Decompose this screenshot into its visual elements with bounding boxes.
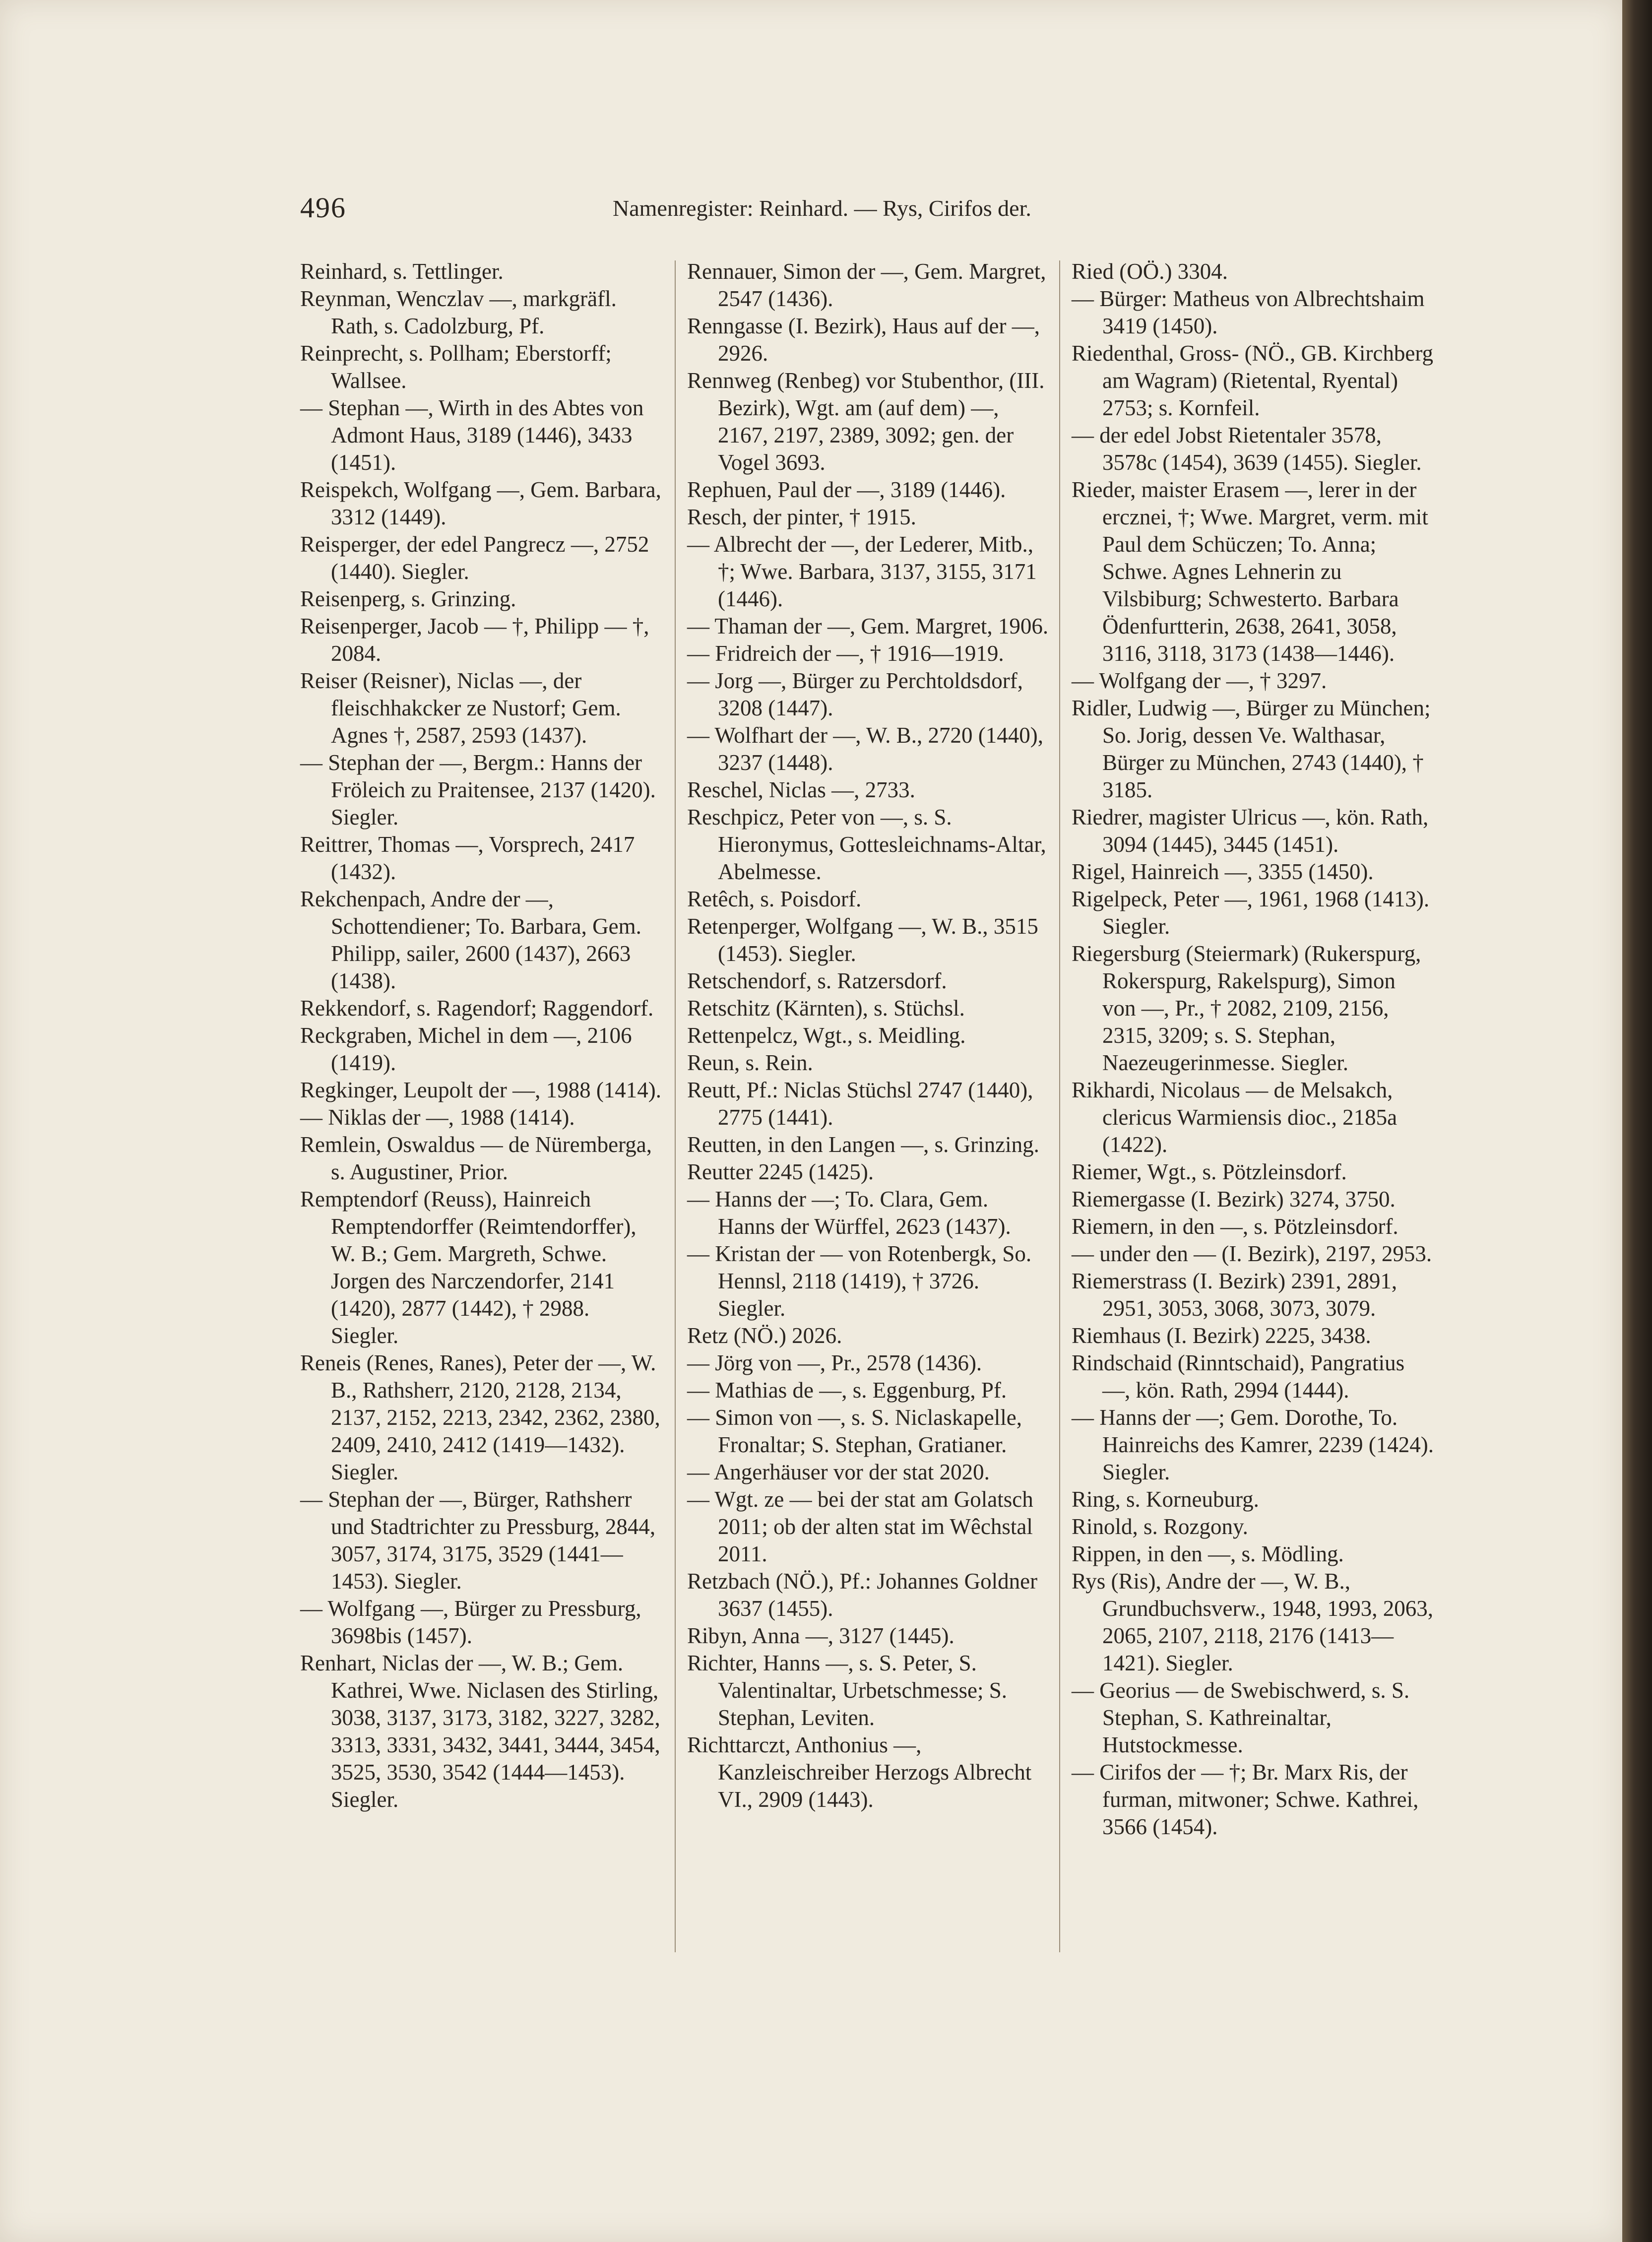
register-entry: Retenperger, Wolfgang —, W. B., 3515 (1453). Siegler.	[687, 914, 1038, 966]
register-entry: Renngasse (I. Bezirk), Haus auf der —, 2926.	[687, 314, 1040, 366]
register-entry: — Mathias de —, s. Eggenburg, Pf.	[687, 1378, 1007, 1403]
register-entry: Rekkendorf, s. Ragendorf; Raggendorf.	[300, 996, 654, 1021]
running-title: Namenregister: Reinhard. — Rys, Cirifos der.	[613, 195, 1031, 221]
register-entry: Ring, s. Korneuburg.	[1072, 1487, 1259, 1512]
register-entry: Reneis (Renes, Ranes), Peter der —, W. B., Rathsherr, 2120, 2128, 2134, 2137, 2152, 2213, 2342, 2362, 2380, 2409, 2410, 2412 (1419—1432). Siegler.	[300, 1350, 660, 1484]
register-entry: — under den — (I. Bezirk), 2197, 2953.	[1072, 1241, 1432, 1266]
register-entry: — Fridreich der —, † 1916—1919.	[687, 641, 1004, 666]
register-entry: Retêch, s. Poisdorf.	[687, 887, 862, 911]
register-entry: — Albrecht der —, der Lederer, Mitb., †; Wwe. Barbara, 3137, 3155, 3171 (1446).	[687, 532, 1037, 611]
register-entry: — Hanns der —; Gem. Dorothe, To. Hainreichs des Kamrer, 2239 (1424). Siegler.	[1072, 1405, 1434, 1484]
register-entry: — Cirifos der — †; Br. Marx Ris, der furman, mitwoner; Schwe. Kathrei, 3566 (1454).	[1072, 1760, 1419, 1839]
register-entry: — Wolfhart der —, W. B., 2720 (1440), 3237 (1448).	[687, 723, 1043, 775]
register-entry: Retz (NÖ.) 2026.	[687, 1323, 842, 1348]
register-entry: — Stephan der —, Bergm.: Hanns der Fröleich zu Praitensee, 2137 (1420). Siegler.	[300, 750, 656, 830]
register-entry: — Stephan der —, Bürger, Rathsherr und Stadtrichter zu Pressburg, 2844, 3057, 3174, 3175, 3529 (1441—1453). Siegler.	[300, 1487, 656, 1594]
register-entry: Reisenperger, Jacob — †, Philipp — †, 2084.	[300, 614, 649, 666]
register-entry: — Georius — de Swebischwerd, s. S. Stephan, S. Kathreinaltar, Hutstockmesse.	[1072, 1678, 1410, 1757]
register-entry: Rindschaid (Rinntschaid), Pangratius —, kön. Rath, 2994 (1444).	[1072, 1350, 1405, 1403]
register-entry: Rikhardi, Nicolaus — de Melsakch, clericus Warmiensis dioc., 2185a (1422).	[1072, 1078, 1398, 1157]
register-entry: Rennweg (Renbeg) vor Stubenthor, (III. Bezirk), Wgt. am (auf dem) —, 2167, 2197, 2389, 3092; gen. der Vogel 3693.	[687, 368, 1045, 475]
register-entry: Ridler, Ludwig —, Bürger zu München; So. Jorig, dessen Ve. Walthasar, Bürger zu München, 2743 (1440), † 3185.	[1072, 696, 1431, 802]
register-entry: Reinprecht, s. Pollham; Eberstorff; Wallsee.	[300, 341, 612, 393]
register-entry: Ribyn, Anna —, 3127 (1445).	[687, 1623, 954, 1648]
register-entry: Reisperger, der edel Pangrecz —, 2752 (1440). Siegler.	[300, 532, 649, 584]
register-column-1	[300, 258, 662, 1813]
register-entry: Reutt, Pf.: Niclas Stüchsl 2747 (1440), 2775 (1441).	[687, 1078, 1033, 1130]
register-entry: Regkinger, Leupolt der —, 1988 (1414).	[300, 1078, 662, 1102]
register-entry: Reynman, Wenczlav —, markgräfl. Rath, s. Cadolzburg, Pf.	[300, 286, 617, 338]
register-entry: Rinold, s. Rozgony.	[1072, 1514, 1248, 1539]
page-number: 496	[300, 192, 346, 224]
register-entry: Riemern, in den —, s. Pötzleinsdorf.	[1072, 1214, 1398, 1239]
register-entry: Riedenthal, Gross- (NÖ., GB. Kirchberg am Wagram) (Rietental, Ryental) 2753; s. Kornfeil.	[1072, 341, 1434, 420]
register-entry: Reckgraben, Michel in dem —, 2106 (1419).	[300, 1023, 632, 1075]
register-entry: — Thaman der —, Gem. Margret, 1906.	[687, 614, 1049, 639]
register-entry: — Jorg —, Bürger zu Perchtoldsdorf, 3208 (1447).	[687, 668, 1023, 720]
register-entry: Rippen, in den —, s. Mödling.	[1072, 1541, 1344, 1566]
register-entry: Remlein, Oswaldus — de Nürembergа, s. Augustiner, Prior.	[300, 1132, 652, 1184]
register-entry: Riemergasse (I. Bezirk) 3274, 3750.	[1072, 1187, 1396, 1212]
register-entry: Riegersburg (Steiermark) (Rukerspurg, Rokerspurg, Rakelspurg), Simon von —, Pr., † 2082, 2109, 2156, 2315, 3209; s. S. Stephan, Naezeugerinmesse. Siegler.	[1072, 941, 1421, 1075]
register-entry: — Kristan der — von Rotenbergk, So. Hennsl, 2118 (1419), † 3726. Siegler.	[687, 1241, 1032, 1321]
register-entry: Remptendorf (Reuss), Hainreich Remptendorffer (Reimtendorffer), W. B.; Gem. Margreth, Schwe. Jorgen des Narczendorfer, 2141 (1420), 2877 (1442), † 2988. Siegler.	[300, 1187, 636, 1348]
register-entry: — Niklas der —, 1988 (1414).	[300, 1105, 575, 1130]
register-entry: Reschel, Niclas —, 2733.	[687, 777, 915, 802]
register-entry: Richttarczt, Anthonius —, Kanzleischreiber Herzogs Albrecht VI., 2909 (1443).	[687, 1732, 1032, 1812]
register-column-3	[1072, 258, 1434, 1841]
register-entry: Rettenpelcz, Wgt., s. Meidling.	[687, 1023, 966, 1048]
register-entry: Reispekch, Wolfgang —, Gem. Barbara, 3312 (1449).	[300, 477, 661, 529]
register-entry: Retzbach (NÖ.), Pf.: Johannes Goldner 3637 (1455).	[687, 1569, 1038, 1621]
register-entry: Riemer, Wgt., s. Pötzleinsdorf.	[1072, 1159, 1347, 1184]
register-entry: Rigel, Hainreich —, 3355 (1450).	[1072, 859, 1374, 884]
register-entry: Reschpicz, Peter von —, s. S. Hieronymus, Gottesleichnams-Altar, Abelmesse.	[687, 805, 1046, 884]
register-entry: Riemhaus (I. Bezirk) 2225, 3438.	[1072, 1323, 1371, 1348]
register-entry: — Wolfgang —, Bürger zu Pressburg, 3698bis (1457).	[300, 1596, 641, 1648]
register-entry: Ried (OÖ.) 3304.	[1072, 259, 1228, 284]
register-entry: Rigelpeck, Peter —, 1961, 1968 (1413). Siegler.	[1072, 887, 1430, 939]
register-entry: Renhart, Niclas der —, W. B.; Gem. Kathrei, Wwe. Niclasen des Stirling, 3038, 3137, 3173, 3182, 3227, 3282, 3313, 3331, 3432, 3441, 3444, 3454, 3525, 3530, 3542 (1444—1453). Siegler.	[300, 1651, 660, 1812]
register-entry: Reinhard, s. Tettlinger.	[300, 259, 504, 284]
column-divider	[1059, 260, 1060, 1952]
register-entry: Rekchenpach, Andre der —, Schottendiener; To. Barbara, Gem. Philipp, sailer, 2600 (1437), 2663 (1438).	[300, 887, 641, 993]
register-entry: — Jörg von —, Pr., 2578 (1436).	[687, 1350, 982, 1375]
register-entry: Reisenperg, s. Grinzing.	[300, 586, 516, 611]
register-column-2	[687, 258, 1049, 1813]
register-entry: — der edel Jobst Rietentaler 3578, 3578c (1454), 3639 (1455). Siegler.	[1072, 423, 1422, 475]
register-entry: — Angerhäuser vor der stat 2020.	[687, 1460, 990, 1484]
register-entry: Riedrer, magister Ulricus —, kön. Rath, 3094 (1445), 3445 (1451).	[1072, 805, 1429, 857]
register-entry: Rieder, maister Erasem —, lerer in der ercznei, †; Wwe. Margret, verm. mit Paul dem Schüczen; To. Anna; Schwe. Agnes Lehnerin zu Vilsbiburg; Schwesterto. Barbara Ödenfurtterin, 2638, 2641, 3058, 3116, 3118, 3173 (1438—1446).	[1072, 477, 1428, 666]
register-entry: — Stephan —, Wirth in des Abtes von Admont Haus, 3189 (1446), 3433 (1451).	[300, 395, 644, 475]
register-entry: Retschendorf, s. Ratzersdorf.	[687, 968, 947, 993]
book-binding-edge	[1622, 0, 1652, 2242]
register-entry: — Wgt. ze — bei der stat am Golatsch 2011; ob der alten stat im Wêchstal 2011.	[687, 1487, 1033, 1566]
register-entry: — Simon von —, s. S. Niclaskapelle, Fronaltar; S. Stephan, Gratianer.	[687, 1405, 1022, 1457]
register-entry: Richter, Hanns —, s. S. Peter, S. Valentinaltar, Urbetschmesse; S. Stephan, Leviten.	[687, 1651, 1008, 1730]
register-entry: Reutten, in den Langen —, s. Grinzing.	[687, 1132, 1039, 1157]
column-divider	[675, 260, 676, 1952]
register-entry: — Hanns der —; To. Clara, Gem. Hanns der Würffel, 2623 (1437).	[687, 1187, 1011, 1239]
register-entry: Resch, der pinter, † 1915.	[687, 505, 916, 529]
register-entry: Reittrer, Thomas —, Vorsprech, 2417 (1432).	[300, 832, 635, 884]
register-entry: Rephuen, Paul der —, 3189 (1446).	[687, 477, 1006, 502]
register-entry: Rys (Ris), Andre der —, W. B., Grundbuchsverw., 1948, 1993, 2063, 2065, 2107, 2118, 2176 (1413—1421). Siegler.	[1072, 1569, 1434, 1675]
register-entry: Riemerstrass (I. Bezirk) 2391, 2891, 2951, 3053, 3068, 3073, 3079.	[1072, 1269, 1398, 1321]
register-entry: Reutter 2245 (1425).	[687, 1159, 874, 1184]
register-entry: Reiser (Reisner), Niclas —, der fleischhakcker ze Nustorf; Gem. Agnes †, 2587, 2593 (1437).	[300, 668, 621, 748]
register-entry: — Bürger: Matheus von Albrechtshaim 3419 (1450).	[1072, 286, 1425, 338]
page-header	[300, 191, 1372, 236]
register-entry: Reun, s. Rein.	[687, 1050, 813, 1075]
register-entry: Retschitz (Kärnten), s. Stüchsl.	[687, 996, 965, 1021]
register-entry: Rennauer, Simon der —, Gem. Margret, 2547 (1436).	[687, 259, 1046, 311]
register-entry: — Wolfgang der —, † 3297.	[1072, 668, 1327, 693]
